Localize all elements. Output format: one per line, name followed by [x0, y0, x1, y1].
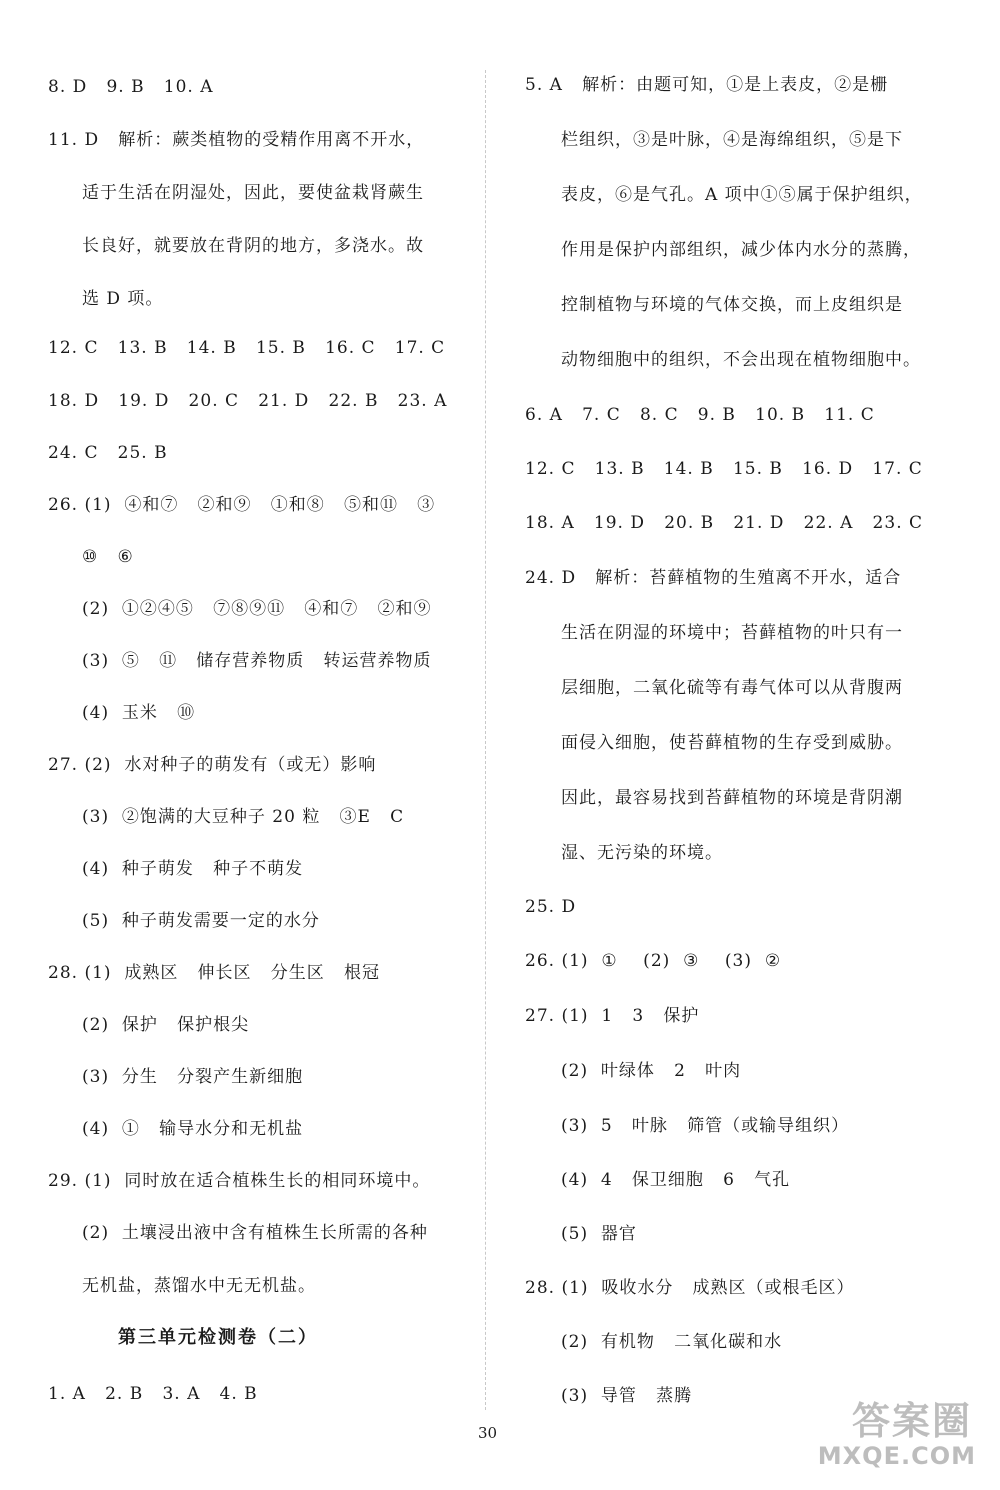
answer-line: (3) 导管 蒸腾 — [561, 1386, 693, 1406]
answer-line: (2) ①②④⑤ ⑦⑧⑨⑪ ④和⑦ ②和⑨ — [82, 599, 432, 619]
answer-line: 生活在阴湿的环境中；苔藓植物的叶只有一 — [561, 623, 903, 643]
section-heading: 第三单元检测卷（二） — [118, 1327, 318, 1348]
answer-line: 因此，最容易找到苔藓植物的环境是背阴潮 — [561, 788, 903, 808]
answer-line: 24. C 25. B — [48, 443, 168, 463]
answer-line: (3) 分生 分裂产生新细胞 — [82, 1067, 304, 1087]
answer-line: (3) 5 叶脉 筛管（或输导组织） — [561, 1116, 850, 1136]
column-divider — [485, 70, 486, 1410]
answer-line: (4) 种子萌发 种子不萌发 — [82, 859, 304, 879]
answer-line: 24. D 解析：苔藓植物的生殖离不开水，适合 — [525, 568, 902, 588]
answer-line: 面侵入细胞，使苔藓植物的生存受到威胁。 — [561, 733, 903, 753]
answer-line: (5) 种子萌发需要一定的水分 — [82, 911, 320, 931]
answer-line: 28. (1) 吸收水分 成熟区（或根毛区） — [525, 1278, 855, 1298]
answer-line: (2) 叶绿体 2 叶肉 — [561, 1061, 742, 1081]
answer-line: 1. A 2. B 3. A 4. B — [48, 1384, 258, 1404]
watermark-url-text: MXQE.COM — [817, 1442, 976, 1470]
answer-line: (2) 土壤浸出液中含有植株生长所需的各种 — [82, 1223, 428, 1243]
answer-line: 选 D 项。 — [82, 289, 164, 309]
answer-line: 栏组织，③是叶脉，④是海绵组织，⑤是下 — [561, 130, 903, 150]
answer-line: (2) 保护 保护根尖 — [82, 1015, 250, 1035]
answer-line: (3) ②饱满的大豆种子 20 粒 ③E C — [82, 807, 405, 827]
answer-line: (5) 器官 — [561, 1224, 637, 1244]
answer-line: 26. (1) ④和⑦ ②和⑨ ①和⑧ ⑤和⑪ ③ — [48, 495, 436, 515]
site-watermark — [812, 1386, 982, 1482]
answer-line: 12. C 13. B 14. B 15. B 16. D 17. C — [525, 459, 923, 479]
answer-line: 27. (2) 水对种子的萌发有（或无）影响 — [48, 755, 377, 775]
answer-line: 层细胞，二氧化硫等有毒气体可以从背腹两 — [561, 678, 903, 698]
answer-line: (4) 4 保卫细胞 6 气孔 — [561, 1170, 791, 1190]
watermark-logo-text: 答案圈 — [851, 1399, 972, 1443]
answer-line: 5. A 解析：由题可知，①是上表皮，②是栅 — [525, 75, 889, 95]
answer-line: (2) 有机物 二氧化碳和水 — [561, 1332, 783, 1352]
answer-line: 27. (1) 1 3 保护 — [525, 1006, 700, 1026]
answer-line: (4) ① 输导水分和无机盐 — [82, 1119, 304, 1139]
answer-line: 11. D 解析：蕨类植物的受精作用离不开水， — [48, 130, 425, 150]
answer-line: 18. D 19. D 20. C 21. D 22. B 23. A — [48, 391, 448, 411]
answer-line: 表皮，⑥是气孔。A 项中①⑤属于保护组织， — [561, 185, 923, 205]
answer-line: 无机盐，蒸馏水中无无机盐。 — [82, 1276, 316, 1296]
page-number: 30 — [478, 1424, 498, 1442]
answer-line: 25. D — [525, 897, 577, 917]
answer-line: 8. D 9. B 10. A — [48, 77, 214, 97]
answer-line: 湿、无污染的环境。 — [561, 843, 723, 863]
answer-line: 动物细胞中的组织，不会出现在植物细胞中。 — [561, 350, 921, 370]
answer-line: 26. (1) ① (2) ③ (3) ② — [525, 951, 782, 971]
answer-line: 29. (1) 同时放在适合植株生长的相同环境中。 — [48, 1171, 431, 1191]
answer-line: 28. (1) 成熟区 伸长区 分生区 根冠 — [48, 963, 380, 983]
answer-line: 18. A 19. D 20. B 21. D 22. A 23. C — [525, 513, 924, 533]
answer-line: (3) ⑤ ⑪ 储存营养物质 转运营养物质 — [82, 651, 432, 671]
answer-line: 作用是保护内部组织，减少体内水分的蒸腾， — [561, 240, 921, 260]
answer-line: 长良好，就要放在背阴的地方，多浇水。故 — [82, 236, 424, 256]
answer-line: 控制植物与环境的气体交换，而上皮组织是 — [561, 295, 903, 315]
answer-line: ⑩ ⑥ — [82, 547, 134, 567]
answer-line: 6. A 7. C 8. C 9. B 10. B 11. C — [525, 405, 875, 425]
answer-line: 适于生活在阴湿处，因此，要使盆栽肾蕨生 — [82, 183, 424, 203]
answer-line: 12. C 13. B 14. B 15. B 16. C 17. C — [48, 338, 446, 358]
answer-line: (4) 玉米 ⑩ — [82, 703, 196, 723]
